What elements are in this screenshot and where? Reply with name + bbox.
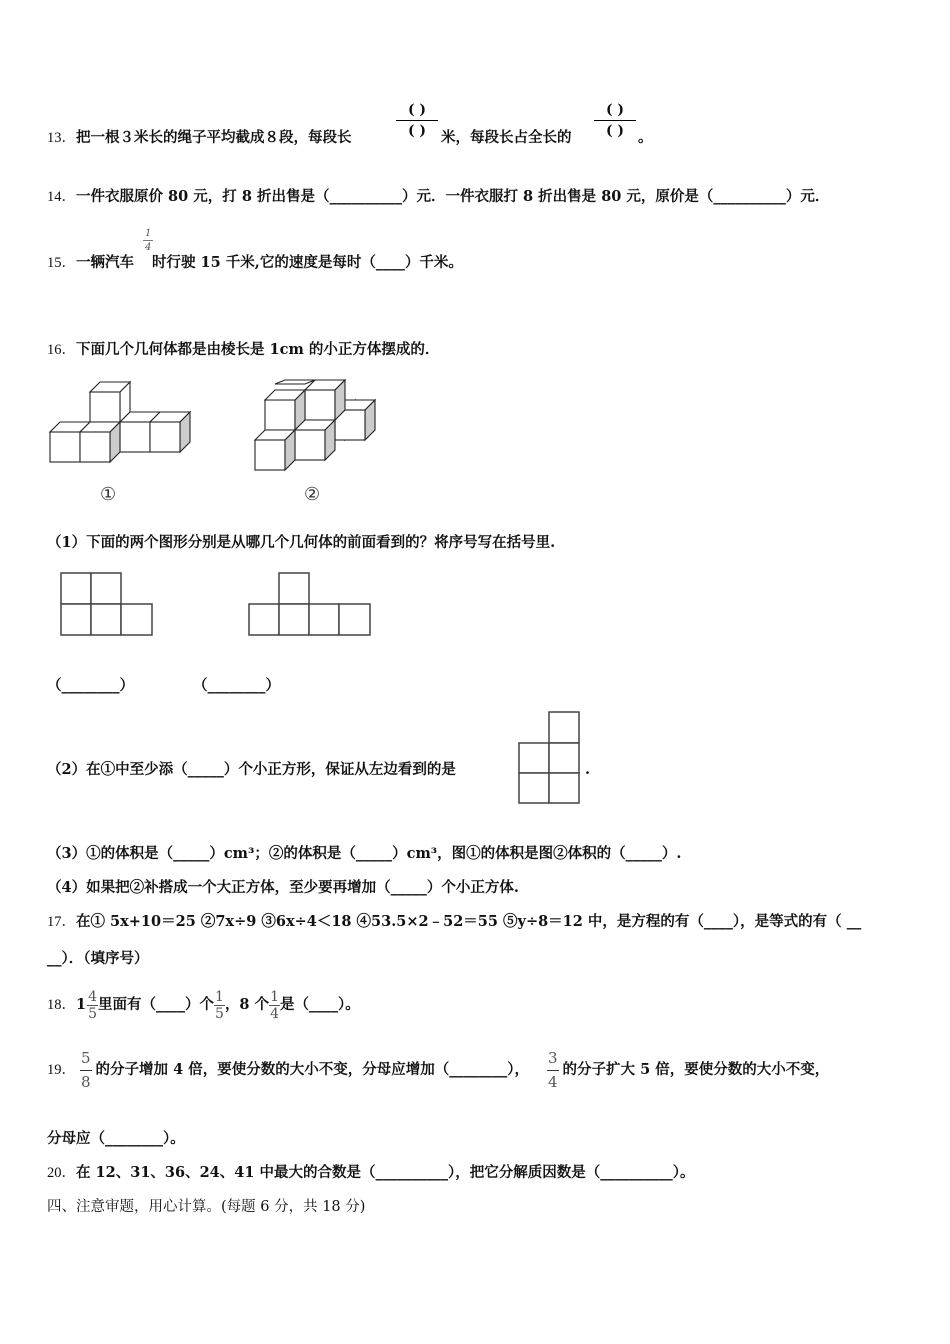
q13-fraction-2 [594,102,636,139]
q18-f3-numerator: 1 [270,988,279,1005]
q13-text-c: 。 [638,129,653,146]
q17-line-2: __）．（填序号） [47,950,149,967]
q16-part2-text: （2）在①中至少添（_____）个小正方形，保证从左边看到的是 [47,761,456,778]
q18-text-1: 里面有（____）个 [98,996,215,1013]
q18-line [47,986,360,1026]
q18-fraction-3 [269,990,280,1021]
q16-figure-1-label: ① [100,484,117,505]
q16-part1-text: （1）下面的两个图形分别是从哪几个几何体的前面看到的？将序号写在括号里. [47,534,556,551]
q15-text-a: 一辆汽车 [76,254,134,271]
q19-f1-numerator: 5 [80,1051,92,1071]
q19-f1-denominator: 8 [81,1072,91,1091]
q19-text-2: 的分子扩大 5 倍，要使分数的大小不变， [562,1061,830,1078]
q16-number: 16． [47,342,76,358]
q19-f2-denominator: 4 [547,1072,558,1091]
q18-f1-denominator: 5 [88,1005,98,1022]
q13-frac2-numerator: ( ) [594,102,636,121]
q13-frac2-denominator: ( ) [605,123,625,139]
q15-line [47,253,134,273]
q16-solid-figure-2 [253,378,383,473]
q13-text-a: 把一根３米长的绳子平均截成８段，每段长 [76,129,352,146]
q13-frac1-denominator: ( ) [407,123,427,139]
q19-line-1 [47,1044,829,1098]
q18-fraction-2 [214,990,225,1021]
q15-text-b: 时行驶 15 千米,它的速度是每时（____）千米。 [152,254,463,271]
q19-line-2: 分母应（________）。 [47,1130,185,1147]
q16-left-view [518,711,582,805]
q13-fraction-1 [396,102,438,139]
q16-line [47,340,439,360]
q13-line [47,128,352,148]
q19-fraction-2 [547,1048,559,1091]
q13-text-b: 米，每段长占全长的 [441,129,572,146]
q18-text-2: ，8 个 [224,996,270,1013]
q16-solid-figure-1 [48,378,198,468]
q16-part2-period: . [585,761,591,778]
q18-number: 18． [47,997,76,1013]
q18-f2-denominator: 5 [215,1005,224,1022]
q13-frac1-numerator: ( ) [396,102,438,121]
q15-frac-denominator: 4 [145,242,152,253]
section-4-heading: 四、注意审题，用心计算。(每题 6 分，共 18 分) [47,1199,366,1215]
q20-text: 在 12、31、36、24、41 中最大的合数是（__________），把它分解质因数是（__________）。 [76,1164,695,1181]
q13-number: 13． [47,130,76,146]
q16-part3-text: （3）①的体积是（_____）cm³；②的体积是（_____）cm³，图①的体积是图②体积的（_____）. [47,845,682,862]
q15-frac-numerator: 1 [145,228,152,239]
q16-part4-text: （4）如果把②补搭成一个大正方体，至少要再增加（_____）个小正方体. [47,879,519,896]
q14-line [47,187,829,207]
q15-number: 15． [47,255,76,271]
q19-fraction-1 [80,1048,92,1091]
q18-f3-denominator: 4 [270,1005,279,1022]
q16-front-view-b [248,572,372,636]
q19-text-1: 的分子增加 4 倍，要使分数的大小不变，分母应增加（________）， [95,1061,529,1078]
q20-line [47,1163,695,1183]
q18-f2-numerator: 1 [215,988,224,1005]
q18-fraction-1 [87,990,98,1021]
q18-f1-numerator: 4 [88,988,98,1005]
q17-number: 17． [47,914,76,930]
q18-whole: 1 [76,996,87,1013]
q16-front-view-a [60,572,154,636]
q20-number: 20． [47,1165,76,1181]
q14-number: 14． [47,189,76,205]
q18-text-3: 是（____）。 [280,996,360,1013]
q17-text-1: 在① 5x+10＝25 ②7x÷9 ③6x÷4＜18 ④53.5×2﹣52＝55 ⑤y÷8＝12 中，是方程的有（____），是等式的有（ __ [76,913,862,930]
q16-answer-blank-1: （________） [47,677,134,694]
q16-figure-2-label: ② [304,484,321,505]
q19-f2-numerator: 3 [547,1051,559,1071]
q17-line-1 [47,912,861,932]
q15-fraction [143,228,153,253]
q16-answer-blank-2: （________） [193,677,280,694]
q19-number: 19． [47,1062,76,1078]
q16-text: 下面几个几何体都是由棱长是 1cm 的小正方体摆成的． [76,341,440,358]
q14-text: 一件衣服原价 80 元，打 8 折出售是（__________）元．一件衣服打 8 折出售是 80 元，原价是（__________）元． [76,188,830,205]
